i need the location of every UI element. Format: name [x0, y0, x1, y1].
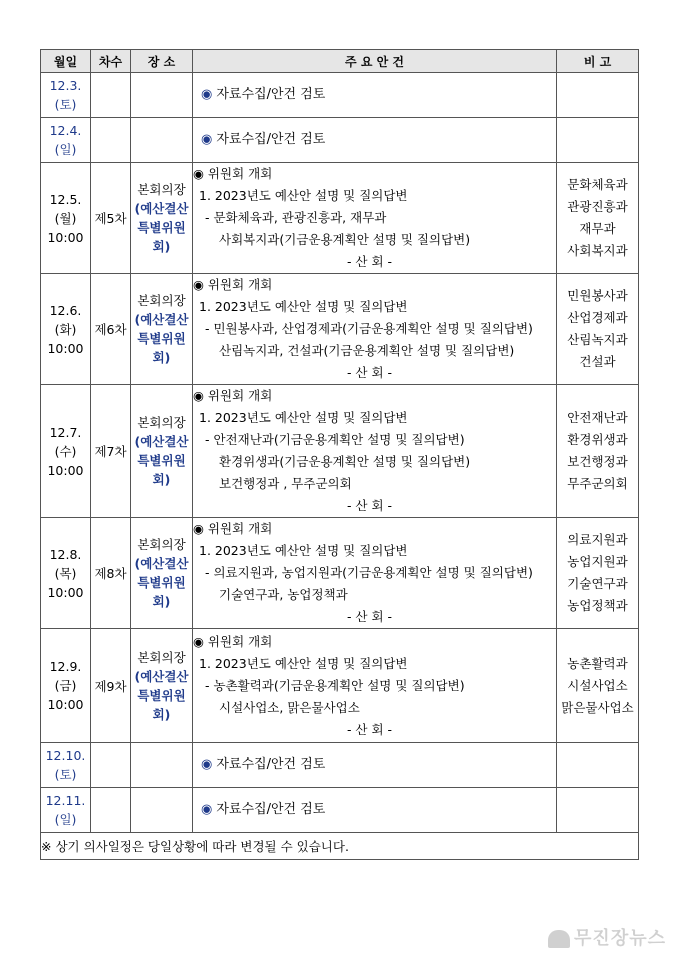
mountain-icon	[548, 930, 570, 948]
place-line: 특별위원회)	[137, 331, 186, 365]
agenda-line	[201, 754, 556, 776]
note-line: 산림녹지과	[567, 332, 628, 347]
agenda-line	[193, 296, 556, 318]
date-line: 10:00	[47, 229, 84, 245]
agenda-line	[193, 719, 556, 741]
place-cell	[131, 788, 193, 833]
header-date: 월일	[41, 50, 91, 73]
radio-bullet-icon: ◉	[193, 633, 204, 649]
date-cell	[41, 629, 91, 743]
order-cell: 제9차	[91, 629, 131, 743]
date-cell	[41, 163, 91, 274]
radio-bullet-icon: ◉	[201, 802, 213, 817]
place-line: 본회의장	[137, 415, 186, 430]
table-row	[41, 118, 639, 163]
date-line: 10:00	[47, 584, 84, 600]
note-cell	[557, 518, 639, 629]
agenda-line	[193, 697, 556, 719]
note-line: 건설과	[579, 354, 616, 369]
watermark-logo	[548, 924, 666, 950]
place-line: 특별위원회)	[137, 220, 186, 254]
agenda-line	[193, 274, 556, 296]
note-line: 농촌활력과	[567, 655, 628, 671]
agenda-text: 1. 2023년도 예산안 설명 및 질의답변	[199, 299, 408, 314]
order-cell: 제6차	[91, 274, 131, 385]
note-cell	[557, 118, 639, 163]
agenda-line	[193, 562, 556, 584]
date-line: (화)	[54, 321, 77, 337]
agenda-text: 위원회 개회	[207, 633, 273, 649]
note-line: 환경위생과	[567, 432, 628, 447]
date-line: 12.5.	[49, 191, 82, 207]
note-line: 재무과	[579, 221, 616, 236]
radio-bullet-icon: ◉	[201, 132, 213, 147]
agenda-text: - 산 회 -	[346, 609, 393, 624]
note-cell	[557, 629, 639, 743]
note-line: 사회복지과	[567, 243, 628, 258]
date-line: (일)	[54, 142, 77, 157]
agenda-text: - 산 회 -	[346, 721, 393, 737]
table-row	[41, 518, 639, 629]
agenda-line	[193, 584, 556, 606]
place-cell	[131, 163, 193, 274]
agenda-text: - 산 회 -	[346, 365, 393, 380]
agenda-text: 자료수집/안건 검토	[216, 132, 326, 147]
note-line: 관광진흥과	[567, 199, 628, 214]
agenda-text: 보건행정과 , 무주군의회	[219, 476, 352, 491]
agenda-text: 1. 2023년도 예산안 설명 및 질의답변	[199, 410, 408, 425]
radio-bullet-icon: ◉	[193, 166, 204, 181]
agenda-line	[193, 362, 556, 384]
date-line: (토)	[54, 97, 77, 112]
place-cell	[131, 385, 193, 518]
agenda-text: 산림녹지과, 건설과(기금운용계획안 설명 및 질의답변)	[219, 343, 515, 358]
place-line: 본회의장	[137, 293, 186, 308]
header-row	[41, 50, 639, 73]
note-line: 의료지원과	[567, 532, 628, 547]
agenda-line	[193, 540, 556, 562]
date-line: (월)	[54, 210, 77, 226]
note-line: 안전재난과	[567, 410, 628, 425]
table-row	[41, 788, 639, 833]
note-cell	[557, 788, 639, 833]
agenda-line	[193, 631, 556, 653]
agenda-text: - 문화체육과, 관광진흥과, 재무과	[205, 210, 387, 225]
date-line: 12.4.	[49, 123, 82, 138]
note-cell	[557, 743, 639, 788]
note-cell	[557, 385, 639, 518]
radio-bullet-icon: ◉	[201, 87, 213, 102]
header-order: 차수	[91, 50, 131, 73]
agenda-line	[193, 518, 556, 540]
note-cell	[557, 73, 639, 118]
agenda-line	[193, 653, 556, 675]
date-line: (금)	[54, 678, 77, 693]
order-cell	[91, 73, 131, 118]
agenda-text: - 의료지원과, 농업지원과(기금운용계획안 설명 및 질의답변)	[205, 565, 533, 580]
place-cell	[131, 518, 193, 629]
agenda-line	[193, 473, 556, 495]
agenda-text: 위원회 개회	[207, 521, 273, 536]
agenda-text: 위원회 개회	[207, 388, 273, 403]
header-agenda: 주 요 안 건	[193, 50, 557, 73]
agenda-cell	[193, 73, 557, 118]
place-line: 본회의장	[137, 649, 186, 665]
footnote: ※ 상기 의사일정은 당일상황에 따라 변경될 수 있습니다.	[41, 833, 639, 860]
agenda-line	[193, 318, 556, 340]
schedule-table	[40, 49, 639, 860]
agenda-line	[201, 129, 556, 151]
header-note: 비 고	[557, 50, 639, 73]
place-cell	[131, 73, 193, 118]
agenda-line	[193, 340, 556, 362]
footnote-row	[41, 833, 639, 860]
agenda-line	[193, 451, 556, 473]
note-line: 민원봉사과	[567, 288, 628, 303]
agenda-line	[193, 185, 556, 207]
place-line: 특별위원회)	[137, 453, 186, 487]
header-place: 장 소	[131, 50, 193, 73]
place-cell	[131, 118, 193, 163]
order-cell: 제8차	[91, 518, 131, 629]
date-line: (토)	[54, 767, 77, 782]
place-cell	[131, 743, 193, 788]
date-line: 12.10.	[45, 748, 86, 763]
agenda-text: 기술연구과, 농업정책과	[219, 587, 348, 602]
radio-bullet-icon: ◉	[193, 277, 204, 292]
date-cell	[41, 788, 91, 833]
agenda-text: 1. 2023년도 예산안 설명 및 질의답변	[199, 188, 408, 203]
note-line: 농업지원과	[567, 554, 628, 569]
radio-bullet-icon: ◉	[201, 757, 213, 772]
agenda-text: - 안전재난과(기금운용계획안 설명 및 질의답변)	[205, 432, 465, 447]
date-line: 12.7.	[49, 424, 82, 440]
agenda-text: 자료수집/안건 검토	[216, 757, 326, 772]
agenda-line	[193, 407, 556, 429]
agenda-line	[193, 229, 556, 251]
place-line: (예산결산	[134, 556, 189, 571]
agenda-line	[193, 385, 556, 407]
note-line: 문화체육과	[567, 177, 628, 192]
agenda-text: - 농촌활력과(기금운용계획안 설명 및 질의답변)	[205, 677, 465, 693]
note-line: 무주군의회	[567, 476, 628, 491]
note-cell	[557, 163, 639, 274]
note-line: 맑은물사업소	[561, 699, 634, 715]
agenda-cell	[193, 629, 557, 743]
note-line: 기술연구과	[567, 576, 628, 591]
table-row	[41, 629, 639, 743]
agenda-text: 자료수집/안건 검토	[216, 802, 326, 817]
agenda-text: - 산 회 -	[346, 254, 393, 269]
date-cell	[41, 73, 91, 118]
date-line: 12.11.	[45, 793, 86, 808]
date-line: 12.9.	[49, 659, 82, 674]
date-line: 10:00	[47, 697, 84, 712]
agenda-text: 1. 2023년도 예산안 설명 및 질의답변	[199, 655, 408, 671]
place-line: (예산결산	[134, 201, 189, 216]
agenda-text: 자료수집/안건 검토	[216, 87, 326, 102]
radio-bullet-icon: ◉	[193, 521, 204, 536]
place-line: 본회의장	[137, 182, 186, 197]
note-cell	[557, 274, 639, 385]
place-cell	[131, 274, 193, 385]
agenda-line	[201, 799, 556, 821]
agenda-line	[193, 675, 556, 697]
place-line: (예산결산	[134, 668, 189, 684]
table-row	[41, 163, 639, 274]
date-line: (수)	[54, 443, 77, 459]
date-cell	[41, 743, 91, 788]
date-line: 10:00	[47, 462, 84, 478]
agenda-cell	[193, 163, 557, 274]
agenda-cell	[193, 518, 557, 629]
agenda-text: 환경위생과(기금운용계획안 설명 및 질의답변)	[219, 454, 471, 469]
place-line: 본회의장	[137, 537, 186, 552]
place-cell	[131, 629, 193, 743]
place-line: (예산결산	[134, 312, 189, 327]
watermark-text: 무진장뉴스	[574, 928, 666, 949]
agenda-line	[193, 606, 556, 628]
order-cell: 제7차	[91, 385, 131, 518]
agenda-line	[193, 207, 556, 229]
agenda-text: 위원회 개회	[207, 277, 273, 292]
agenda-text: - 산 회 -	[346, 498, 393, 513]
date-line: 12.8.	[49, 546, 82, 562]
date-cell	[41, 385, 91, 518]
date-line: (일)	[54, 812, 77, 827]
note-line: 시설사업소	[567, 677, 628, 693]
order-cell	[91, 743, 131, 788]
agenda-cell	[193, 118, 557, 163]
agenda-cell	[193, 743, 557, 788]
place-line: 특별위원회)	[137, 575, 186, 609]
table-row	[41, 743, 639, 788]
date-cell	[41, 274, 91, 385]
agenda-line	[193, 429, 556, 451]
order-cell: 제5차	[91, 163, 131, 274]
agenda-text: 위원회 개회	[207, 166, 273, 181]
table-row	[41, 73, 639, 118]
agenda-line	[193, 495, 556, 517]
radio-bullet-icon: ◉	[193, 388, 204, 403]
date-cell	[41, 118, 91, 163]
note-line: 농업정책과	[567, 598, 628, 613]
note-line: 산업경제과	[567, 310, 628, 325]
agenda-line	[193, 251, 556, 273]
agenda-text: 사회복지과(기금운용계획안 설명 및 질의답변)	[219, 232, 471, 247]
date-line: 10:00	[47, 340, 84, 356]
agenda-line	[201, 84, 556, 106]
note-line: 보건행정과	[567, 454, 628, 469]
agenda-cell	[193, 385, 557, 518]
date-cell	[41, 518, 91, 629]
table-row	[41, 274, 639, 385]
place-line: 특별위원회)	[137, 687, 186, 722]
agenda-cell	[193, 788, 557, 833]
order-cell	[91, 788, 131, 833]
date-line: 12.6.	[49, 302, 82, 318]
order-cell	[91, 118, 131, 163]
agenda-text: - 민원봉사과, 산업경제과(기금운용계획안 설명 및 질의답변)	[205, 321, 533, 336]
date-line: (목)	[54, 565, 77, 581]
table-row	[41, 385, 639, 518]
agenda-cell	[193, 274, 557, 385]
agenda-line	[193, 163, 556, 185]
date-line: 12.3.	[49, 78, 82, 93]
agenda-text: 1. 2023년도 예산안 설명 및 질의답변	[199, 543, 408, 558]
place-line: (예산결산	[134, 434, 189, 449]
agenda-text: 시설사업소, 맑은물사업소	[219, 699, 360, 715]
